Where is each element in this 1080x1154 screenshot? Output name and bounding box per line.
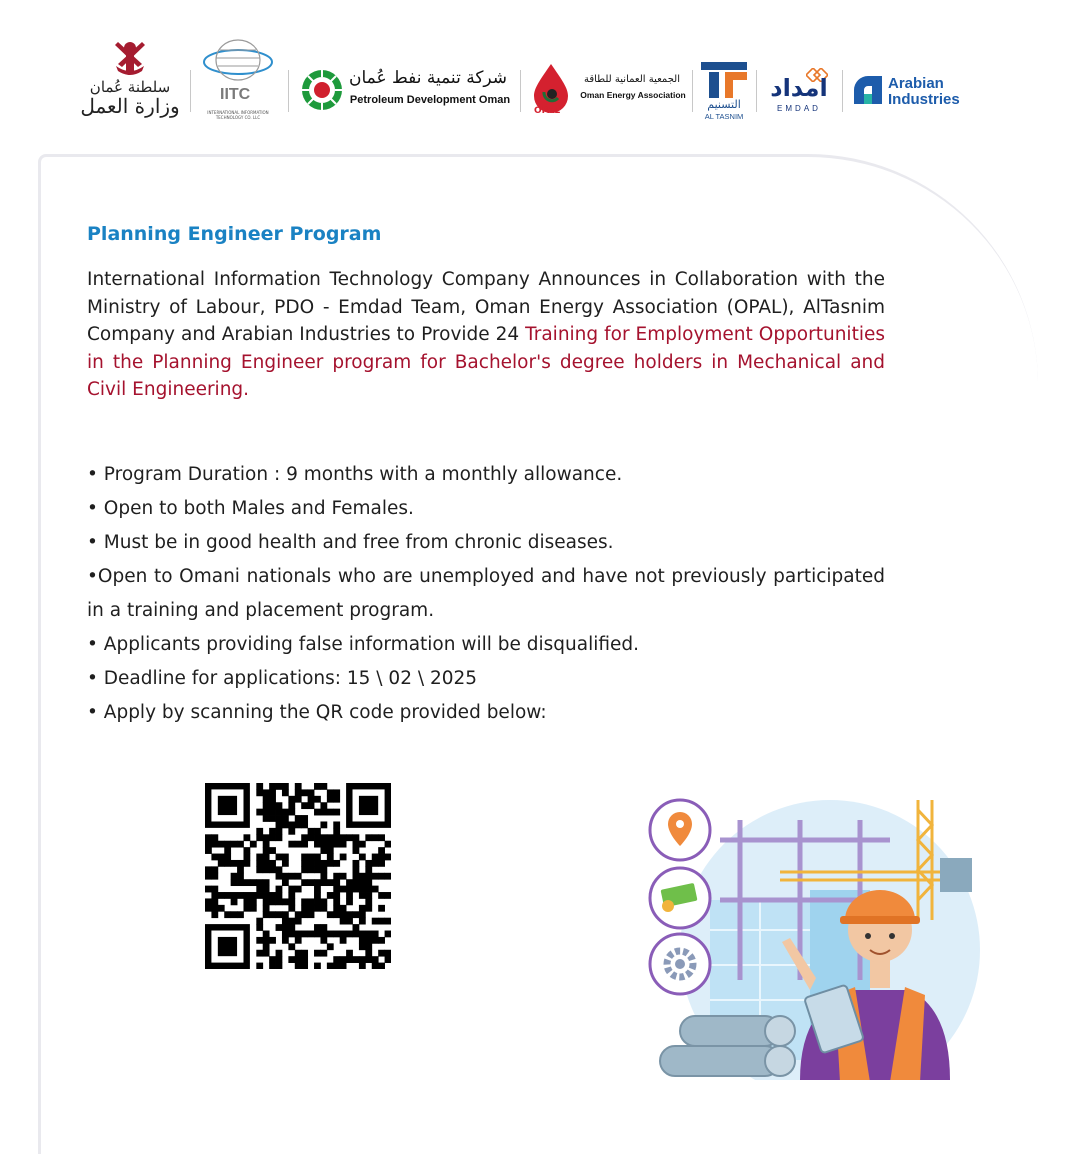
list-item: • Open to both Males and Females.: [87, 498, 414, 519]
emdad-logo: [762, 30, 836, 130]
logo-divider: [842, 70, 843, 112]
intro-lead: International Information Technology Company Announces in Collaboration with the Ministry of Labour, PDO - Emdad Team, Oman Energy Association (OPAL), AlTasnim Company and Arabian Industries to Provide 24: [87, 269, 885, 345]
altasnim-logo: [698, 30, 750, 130]
engineer-illustration: [640, 780, 980, 1080]
pdo-arabic: شركة تنمية نفط عُمان: [348, 68, 508, 88]
pdo-logo: [300, 30, 512, 130]
arabian-line2: Industries: [888, 91, 960, 108]
intro-paragraph: [87, 266, 885, 404]
list-item: • Must be in good health and free from chronic diseases.: [87, 532, 614, 553]
logo-divider: [288, 70, 289, 112]
partner-logos: [60, 30, 1020, 130]
list-item: • Program Duration : 9 months with a monthly allowance.: [87, 464, 623, 485]
arabian-industries-logo: [852, 30, 972, 130]
arabian-industries-mark-icon: [854, 76, 882, 104]
qr-code-icon: [205, 783, 391, 969]
list-item: • Apply by scanning the QR code provided below:: [87, 702, 547, 723]
logo-divider: [190, 70, 191, 112]
iitc-logo: [196, 30, 280, 130]
location-pin-icon: [650, 800, 710, 860]
emdad-english: EMDAD: [777, 104, 821, 113]
iitc-mark: IITC: [220, 86, 251, 103]
logo-divider: [692, 70, 693, 112]
arabian-line1: Arabian: [888, 75, 944, 92]
emdad-arabic: امداد: [770, 74, 828, 102]
money-icon: [650, 868, 710, 928]
iitc-caption: INTERNATIONAL INFORMATION TECHNOLOGY CO. LLC: [207, 110, 269, 120]
altasnim-english: AL TASNIM: [704, 112, 744, 121]
ministry-line2: وزارة العمل: [80, 94, 180, 118]
opal-arabic: الجمعية العمانية للطاقة: [583, 74, 680, 85]
gear-icon: [650, 934, 710, 994]
engineer-scene-icon: [640, 780, 980, 1080]
ministry-line1: سلطنة عُمان: [89, 78, 171, 96]
logo-divider: [520, 70, 521, 112]
pdo-english: Petroleum Development Oman: [349, 94, 511, 106]
opal-logo: [528, 30, 690, 130]
qr-code[interactable]: [205, 783, 391, 969]
logo-divider: [756, 70, 757, 112]
altasnim-mark-icon: [701, 62, 747, 98]
list-item: • Applicants providing false information will be disqualified.: [87, 634, 640, 655]
requirements-list: [87, 458, 885, 730]
ministry-of-labour-logo: [72, 30, 188, 130]
opal-english: Oman Energy Association: [580, 90, 686, 100]
altasnim-arabic: التسنيم: [707, 98, 741, 111]
pdo-mark-icon: [300, 68, 344, 112]
list-item: • Deadline for applications: 15 \ 02 \ 2025: [87, 668, 478, 689]
opal-mark: OPAL: [534, 106, 561, 116]
intro-highlight: Training for Employment Opportunities in the Planning Engineer program for Bachelor's degree holders in Mechanical and Civil Engineering.: [87, 324, 885, 400]
list-item: •Open to Omani nationals who are unemployed and have not previously participated in a training and placement program.: [87, 566, 885, 621]
page-title: Planning Engineer Program: [87, 223, 382, 245]
